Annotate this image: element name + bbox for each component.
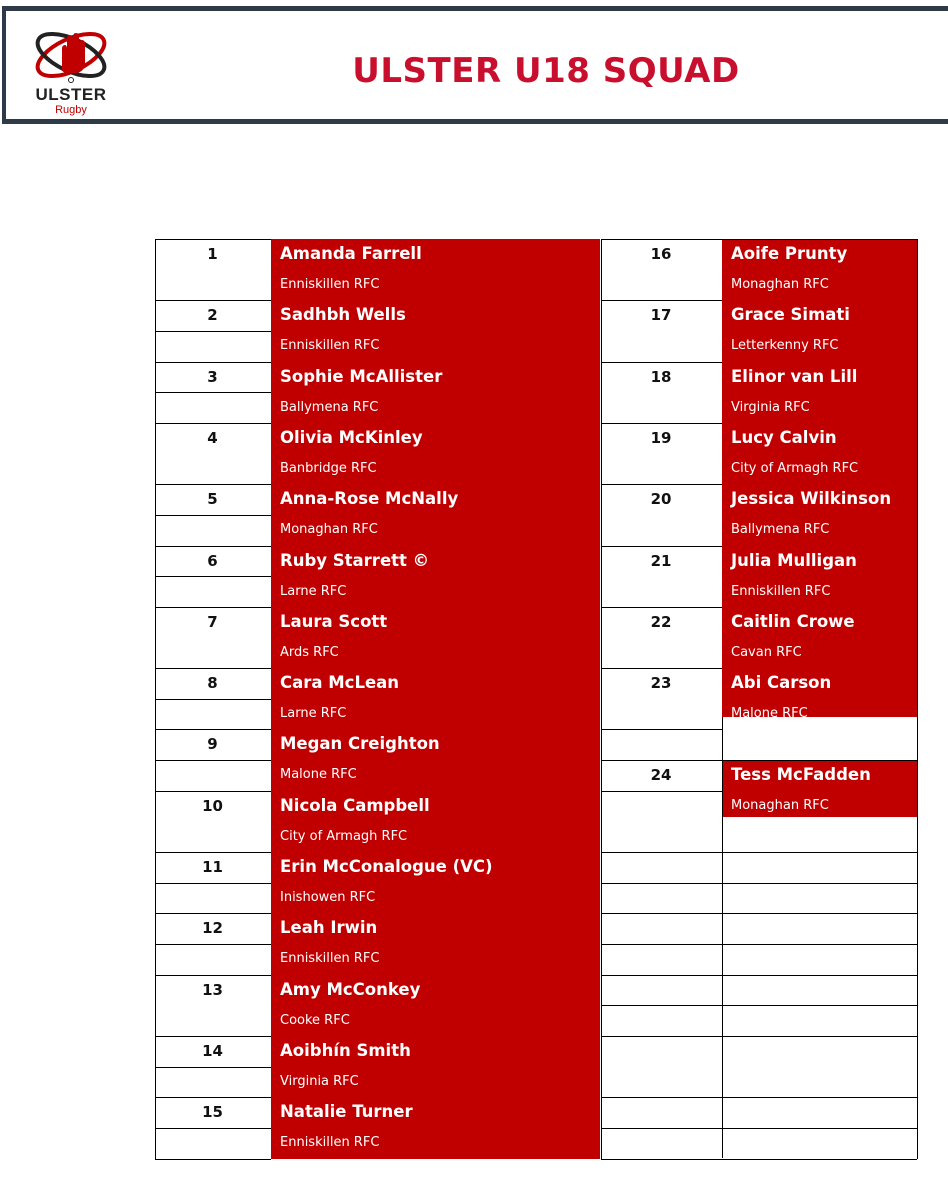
table-row-divider bbox=[722, 975, 917, 976]
table-row-divider bbox=[601, 239, 917, 240]
table-row-divider bbox=[601, 1128, 722, 1129]
table-row-divider bbox=[722, 1005, 917, 1006]
player-name: Sadhbh Wells bbox=[280, 305, 406, 325]
table-row-divider bbox=[601, 546, 722, 547]
player-name: Julia Mulligan bbox=[731, 550, 857, 570]
player-name: Sophie McAllister bbox=[280, 366, 443, 386]
table-row-divider bbox=[155, 1097, 271, 1098]
table-row-divider bbox=[601, 668, 722, 669]
table-row-divider bbox=[155, 852, 271, 853]
table-row-divider bbox=[155, 423, 271, 424]
table-row-divider bbox=[155, 883, 271, 884]
player-name: Laura Scott bbox=[280, 611, 388, 631]
table-row-divider bbox=[155, 607, 271, 608]
table-row-divider bbox=[722, 944, 917, 945]
player-name: Aoibhín Smith bbox=[280, 1040, 411, 1060]
player-club: Malone RFC bbox=[280, 767, 357, 783]
table-row-divider bbox=[155, 791, 271, 792]
table-row-divider bbox=[155, 484, 271, 485]
player-number: 19 bbox=[650, 428, 672, 447]
player-club: Inishowen RFC bbox=[280, 890, 376, 905]
table-row-divider bbox=[155, 975, 271, 976]
table-vertical-line bbox=[917, 239, 918, 1159]
player-number: 17 bbox=[650, 306, 672, 325]
table-row-divider bbox=[155, 1128, 271, 1129]
table-row-divider bbox=[601, 791, 722, 792]
table-row-divider bbox=[155, 729, 271, 730]
player-club: Virginia RFC bbox=[731, 399, 810, 415]
table-row-divider bbox=[155, 362, 271, 363]
table-row-divider bbox=[155, 576, 271, 577]
player-number: 24 bbox=[650, 766, 672, 785]
player-club: City of Armagh RFC bbox=[280, 828, 408, 844]
table-row-divider bbox=[601, 1159, 917, 1160]
table-vertical-line bbox=[722, 717, 723, 1158]
player-number: 2 bbox=[207, 306, 218, 325]
player-number: 10 bbox=[202, 796, 223, 815]
player-club: Enniskillen RFC bbox=[280, 951, 380, 967]
table-row-divider bbox=[722, 760, 917, 761]
player-club: Monaghan RFC bbox=[731, 798, 829, 814]
player-number: 18 bbox=[650, 367, 672, 386]
player-number: 4 bbox=[207, 428, 218, 447]
player-name: Tess McFadden bbox=[731, 765, 871, 785]
player-club: Larne RFC bbox=[280, 706, 347, 722]
table-row-divider bbox=[601, 975, 722, 976]
table-row-divider bbox=[155, 300, 271, 301]
page-title: ULSTER U18 SQUAD bbox=[352, 51, 740, 91]
player-number: 20 bbox=[650, 490, 672, 509]
table-row-divider bbox=[722, 852, 917, 853]
player-number: 21 bbox=[650, 551, 672, 570]
table-row-divider bbox=[601, 423, 722, 424]
player-club: Monaghan RFC bbox=[731, 277, 829, 292]
player-name: Caitlin Crowe bbox=[731, 611, 855, 631]
table-row-divider bbox=[601, 362, 722, 363]
table-row-divider bbox=[155, 668, 271, 669]
table-row-divider bbox=[722, 913, 917, 914]
table-row-divider bbox=[601, 484, 722, 485]
player-number: 8 bbox=[207, 674, 218, 693]
player-name: Megan Creighton bbox=[280, 734, 440, 754]
player-name: Erin McConalogue (VC) bbox=[280, 857, 493, 876]
player-name: Amanda Farrell bbox=[280, 244, 422, 263]
player-number: 13 bbox=[202, 980, 223, 999]
table-row-divider bbox=[601, 944, 722, 945]
player-number: 23 bbox=[650, 674, 672, 693]
player-club: Cooke RFC bbox=[280, 1012, 350, 1028]
logo-wordmark: ULSTER bbox=[35, 85, 107, 104]
player-name: Jessica Wilkinson bbox=[731, 489, 892, 509]
player-number: 15 bbox=[202, 1103, 223, 1122]
player-club: Ards RFC bbox=[280, 644, 339, 660]
table-row-divider bbox=[601, 852, 722, 853]
player-number: 11 bbox=[202, 858, 223, 876]
table-row-divider bbox=[155, 760, 271, 761]
table-row-divider bbox=[155, 944, 271, 945]
player-name: Aoife Prunty bbox=[731, 244, 848, 263]
table-row-divider bbox=[601, 729, 722, 730]
player-name: Anna-Rose McNally bbox=[280, 489, 459, 509]
table-row-divider bbox=[601, 300, 722, 301]
table-row-divider bbox=[601, 1005, 722, 1006]
player-number: 5 bbox=[207, 490, 218, 509]
player-name: Abi Carson bbox=[731, 673, 832, 693]
table-row-divider bbox=[155, 515, 271, 516]
player-club: Virginia RFC bbox=[280, 1073, 359, 1089]
player-club: Larne RFC bbox=[280, 583, 347, 599]
player-name: Leah Irwin bbox=[280, 918, 378, 938]
table-row-divider bbox=[601, 883, 722, 884]
table-row-divider bbox=[155, 699, 271, 700]
table-row-divider bbox=[155, 913, 271, 914]
player-club: Enniskillen RFC bbox=[280, 277, 380, 292]
table-row-divider bbox=[601, 1036, 722, 1037]
table-row-divider bbox=[722, 1036, 917, 1037]
player-club: Enniskillen RFC bbox=[280, 1135, 380, 1151]
player-club: Enniskillen RFC bbox=[280, 338, 380, 354]
table-row-divider bbox=[722, 1128, 917, 1129]
player-name: Grace Simati bbox=[731, 305, 850, 325]
table-row-divider bbox=[601, 913, 722, 914]
player-club: Ballymena RFC bbox=[280, 399, 379, 415]
player-number: 6 bbox=[207, 551, 218, 570]
table-row-divider bbox=[155, 1159, 271, 1160]
table-row-divider bbox=[722, 883, 917, 884]
table-row-divider bbox=[155, 239, 271, 240]
table-row-divider bbox=[155, 392, 271, 393]
player-name: Natalie Turner bbox=[280, 1102, 413, 1122]
player-club: Cavan RFC bbox=[731, 644, 802, 660]
player-number: 3 bbox=[207, 367, 218, 386]
player-club: Ballymena RFC bbox=[731, 522, 830, 538]
player-club: Monaghan RFC bbox=[280, 522, 378, 538]
table-row-divider bbox=[722, 1097, 917, 1098]
player-number: 22 bbox=[650, 612, 672, 631]
player-number: 12 bbox=[202, 919, 223, 938]
player-number: 7 bbox=[207, 612, 218, 631]
logo-subtitle: Rugby bbox=[55, 104, 87, 116]
player-name: Cara McLean bbox=[280, 673, 400, 693]
table-row-divider bbox=[155, 1067, 271, 1068]
player-number: 1 bbox=[207, 245, 218, 263]
player-name: Ruby Starrett © bbox=[280, 550, 430, 570]
table-row-divider bbox=[155, 546, 271, 547]
player-name: Lucy Calvin bbox=[731, 427, 837, 447]
player-club: City of Armagh RFC bbox=[731, 460, 859, 476]
player-number: 14 bbox=[202, 1041, 223, 1060]
player-number: 9 bbox=[207, 735, 218, 754]
table-row-divider bbox=[601, 1097, 722, 1098]
player-club: Malone RFC bbox=[731, 706, 808, 722]
table-row-divider bbox=[155, 331, 271, 332]
player-club: Letterkenny RFC bbox=[731, 338, 839, 354]
table-row-divider bbox=[601, 760, 722, 761]
table-row-divider bbox=[155, 1036, 271, 1037]
player-name: Amy McConkey bbox=[280, 979, 421, 999]
player-name: Nicola Campbell bbox=[280, 795, 430, 815]
player-name: Olivia McKinley bbox=[280, 427, 423, 447]
player-club: Enniskillen RFC bbox=[731, 583, 831, 599]
table-row-divider bbox=[601, 607, 722, 608]
player-name: Elinor van Lill bbox=[731, 366, 858, 386]
player-number: 16 bbox=[650, 245, 672, 263]
player-club: Banbridge RFC bbox=[280, 460, 377, 476]
